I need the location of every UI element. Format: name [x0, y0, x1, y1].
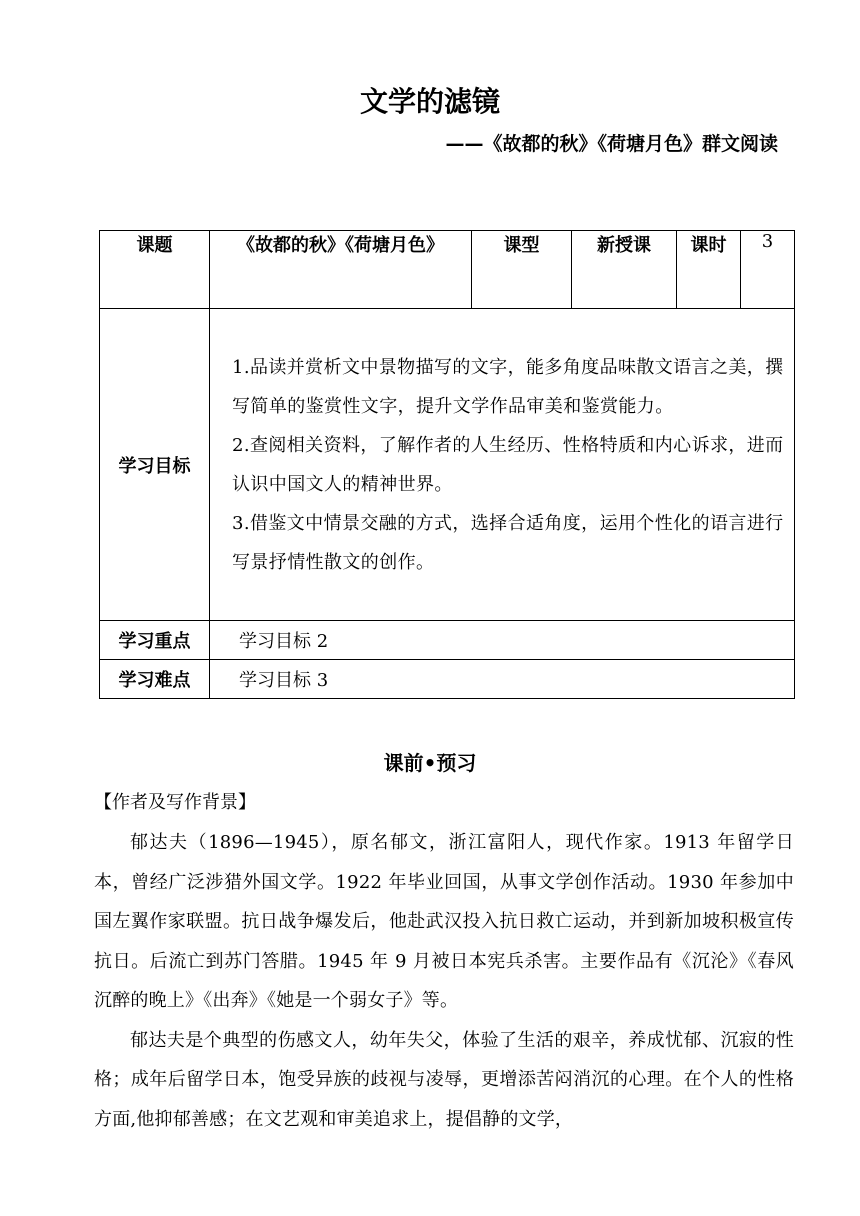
section-title-preview: 课前•预习 [383, 751, 477, 775]
goals-label: 学习目标 [100, 309, 210, 621]
lesson-plan-table [99, 230, 795, 699]
table-row-goals [100, 309, 795, 621]
author-background-heading: 【作者及写作背景】 [94, 792, 256, 813]
type-label: 课型 [472, 231, 572, 309]
key-point-label: 学习重点 [100, 621, 210, 660]
table-row-topic [100, 231, 795, 309]
document-title: 文学的滤镜 [359, 85, 500, 118]
table-row-key-point [100, 621, 795, 660]
hours-value: 3 [741, 231, 795, 309]
hours-label: 课时 [677, 231, 741, 309]
difficult-point-value: 学习目标 3 [210, 660, 795, 699]
key-point-value: 学习目标 2 [210, 621, 795, 660]
goal-item: 2.查阅相关资料，了解作者的人生经历、性格特质和内心诉求，进而认识中国文人的精神世界。 [232, 434, 784, 495]
paragraph: 郁达夫是个典型的伤感文人，幼年失父，体验了生活的艰辛，养成忧郁、沉寂的性格；成年后留学日本，饱受异族的歧视与凌辱，更增添苦闷消沉的心理。在个人的性格方面,他抑郁善感；在文艺观和审美追求上，提倡静的文学， [94, 1029, 794, 1130]
paragraph: 郁达夫（1896—1945），原名郁文，浙江富阳人，现代作家。1913 年留学日本，曾经广泛涉猎外国文学。1922 年毕业回国，从事文学创作活动。1930 年参加中国左翼作家联盟。抗日战争爆发后，他赴武汉投入抗日救亡运动，并到新加坡积极宣传抗日。后流亡到苏门答腊。1945 年 9 月被日本宪兵杀害。主要作品有《沉沦》《春风沉醉的晚上》《出奔》《她是一个弱女子》等。 [94, 832, 794, 1011]
goals-cell [210, 309, 795, 621]
difficult-point-label: 学习难点 [100, 660, 210, 699]
goal-item: 3.借鉴文中情景交融的方式，选择合适角度，运用个性化的语言进行写景抒情性散文的创作。 [232, 512, 784, 573]
topic-label: 课题 [100, 231, 210, 309]
goal-item: 1.品读并赏析文中景物描写的文字，能多角度品味散文语言之美，撰写简单的鉴赏性文字，提升文学作品审美和鉴赏能力。 [232, 356, 784, 417]
topic-value: 《故都的秋》《荷塘月色》 [210, 231, 472, 309]
table-row-difficult-point [100, 660, 795, 699]
document-subtitle: ——《故都的秋》《荷塘月色》群文阅读 [445, 133, 778, 155]
type-value: 新授课 [572, 231, 677, 309]
author-background-text [94, 823, 794, 1139]
goals-list [210, 348, 794, 582]
